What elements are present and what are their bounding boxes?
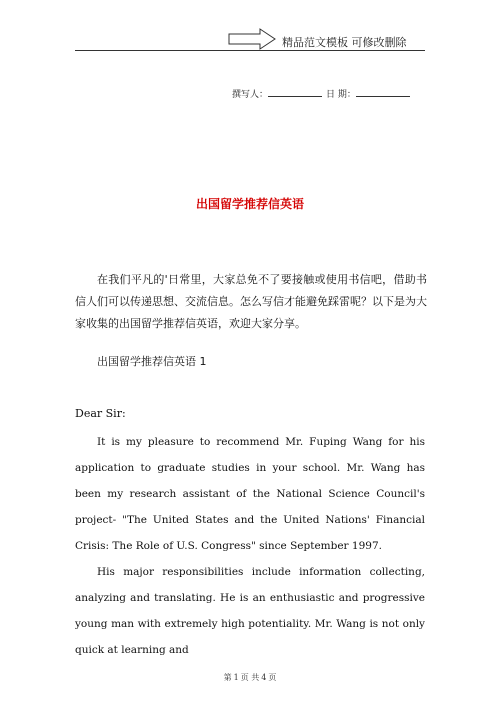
letter-paragraph: It is my pleasure to recommend Mr. Fuping Wang for his application to graduate studies in your school. Mr. Wang has been my research assistant of the National Science Council's project- "The United States and the United Nations' Financial Crisis: The Role of U.S. Congress" since September 1997. [75, 436, 425, 552]
date-blank [356, 87, 410, 97]
intro-paragraph: 在我们平凡的'日常里，大家总免不了要接触或使用书信吧，借助书信人们可以传递思想、交流信息。怎么写信才能避免踩雷呢？以下是为大家收集的出国留学推荐信英语，欢迎大家分享。 [75, 273, 427, 330]
letter-paragraph: His major responsibilities include information collecting, analyzing and translating. He is an enthusiastic and progressive young man with extremely high potentiality. Mr. Wang is not only quick at learning and [75, 566, 425, 656]
section-subheading: 出国留学推荐信英语 1 [97, 355, 207, 368]
page-title: 出国留学推荐信英语 [195, 197, 304, 211]
header-divider [75, 50, 425, 51]
page-current: 1 [233, 673, 239, 682]
arrow-right-icon [228, 28, 276, 50]
author-date-line [232, 87, 432, 100]
date-label: 日 期： [326, 90, 356, 100]
author-blank [268, 87, 322, 97]
page-total: 4 [261, 673, 267, 682]
author-label: 撰写人： [232, 90, 269, 100]
page-footer: 第 1 页 共 4 页 [223, 673, 277, 682]
header-banner: 精品范文模板 可修改删除 [282, 36, 407, 49]
letter-salutation: Dear Sir: [75, 407, 126, 420]
